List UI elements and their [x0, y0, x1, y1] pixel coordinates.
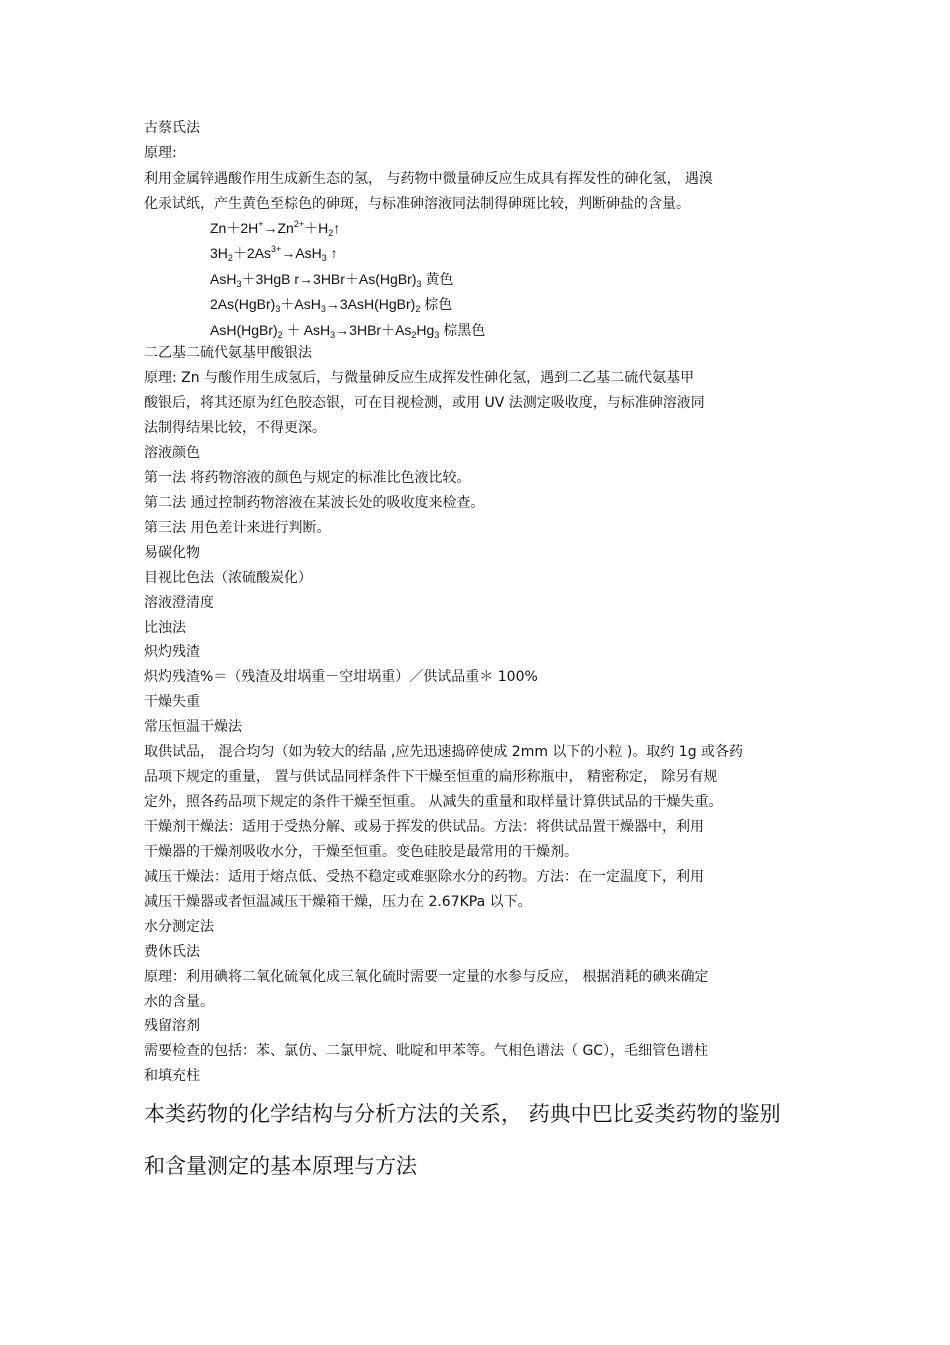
drying-text-3: 定外，照各药品项下规定的条件干燥至恒重。 从减失的重量和取样量计算供试品的干燥失重。: [144, 794, 723, 810]
color-method-2: 第二法 通过控制药物溶液在某波长处的吸收度来检查。: [144, 495, 485, 511]
heading-agddc: 二乙基二硫代氨基甲酸银法: [144, 345, 312, 361]
equation-5: $AsH(HgBr)_2 + AsH_3\to 3HBr+As_2Hg_3$ 棕黑色: [210, 322, 486, 340]
heading-constant-drying: 常压恒温干燥法: [144, 719, 242, 735]
equation-1: $Zn+2H^+\to Zn^{2+}+H_2↑$: [210, 219, 341, 238]
desiccant-text-2: 干燥器的干燥剂吸收水分，干燥至恒重。变色硅胶是最常用的干燥剂。: [144, 844, 578, 860]
agddc-text-1: 原理: Zn 与酸作用生成氢后，与微量砷反应生成挥发性砷化氢，遇到二乙基二硫代氨基甲: [144, 370, 695, 386]
section-title-line-1: 本类药物的化学结构与分析方法的关系， 药典中巴比妥类药物的鉴别: [144, 1102, 781, 1126]
drying-text-2: 品项下规定的重量， 置与供试品同样条件下干燥至恒重的扁形称瓶中， 精密称定， 除另有规: [144, 769, 718, 785]
heading-loss-on-drying: 干燥失重: [144, 694, 200, 710]
equation-3: AsH$_3$＋3HgB $r\to 3HBr+As(HgBr)_3$ 黄色: [210, 271, 454, 289]
fischer-text-2: 水的含量。: [144, 994, 214, 1010]
agddc-text-2: 酸银后，将其还原为红色胶态银，可在目视检测，或用 UV 法测定吸收度，与标准砷溶液同: [144, 395, 705, 411]
residual-text-2: 和填充柱: [144, 1068, 200, 1084]
heading-solution-color: 溶液颜色: [144, 445, 200, 461]
color-method-3: 第三法 用色差计来进行判断。: [144, 520, 331, 536]
drying-text-1: 取供试品， 混合均匀（如为较大的结晶 ,应先迅速捣碎使成 2mm 以下的小粒 )。取约 1g 或各药: [144, 744, 744, 760]
residual-text-1: 需要检查的包括：苯、氯仿、二氯甲烷、吡啶和甲苯等。气相色谱法（ GC），毛细管色谱柱: [144, 1043, 709, 1059]
carbonizable-method: 目视比色法（浓硫酸炭化）: [144, 570, 312, 586]
heading-water-determination: 水分测定法: [144, 919, 214, 935]
heading-residual-solvents: 残留溶剂: [144, 1018, 200, 1034]
heading-gutzeit: 古蔡氏法: [144, 120, 200, 136]
gutzeit-text-1: 利用金属锌遇酸作用生成新生态的氢， 与药物中微量砷反应生成具有挥发性的砷化氢， 遇溴: [144, 171, 713, 187]
desiccant-text-1: 干燥剂干燥法：适用于受热分解、或易于挥发的供试品。方法：将供试品置干燥器中，利用: [144, 819, 704, 835]
heading-ignition-residue: 炽灼残渣: [144, 644, 200, 660]
gutzeit-text-2: 化汞试纸，产生黄色至棕色的砷斑，与标准砷溶液同法制得砷斑比较，判断砷盐的含量。: [144, 196, 690, 212]
color-method-1: 第一法 将药物溶液的颜色与规定的标准比色液比较。: [144, 470, 471, 486]
heading-clarity: 溶液澄清度: [144, 595, 214, 611]
vacuum-text-1: 减压干燥法：适用于熔点低、受热不稳定或难驱除水分的药物。方法：在一定温度下，利用: [144, 869, 704, 885]
equation-4: $2As(HgBr)_3+AsH_3\to 3AsH(HgBr)_2$ 棕色: [210, 296, 453, 314]
agddc-text-3: 法制得结果比较，不得更深。: [144, 420, 326, 436]
fischer-text-1: 原理：利用碘将二氧化硫氧化成三氧化硫时需要一定量的水参与反应， 根据消耗的碘来确定: [144, 969, 709, 985]
heading-carbonizable: 易碳化物: [144, 545, 200, 561]
ignition-formula: 炽灼残渣%＝（残渣及坩埚重－空坩埚重）／供试品重＊ 100%: [144, 669, 538, 685]
vacuum-text-2: 减压干燥器或者恒温减压干燥箱干燥，压力在 2.67KPa 以下。: [144, 894, 532, 910]
heading-fischer: 费休氏法: [144, 944, 200, 960]
equation-2: $3H_2+2As^{3+}\to AsH_3$ ↑: [210, 244, 338, 263]
section-title-line-2: 和含量测定的基本原理与方法: [144, 1154, 417, 1178]
principle-label: 原理:: [144, 145, 177, 161]
clarity-method: 比浊法: [144, 620, 186, 636]
